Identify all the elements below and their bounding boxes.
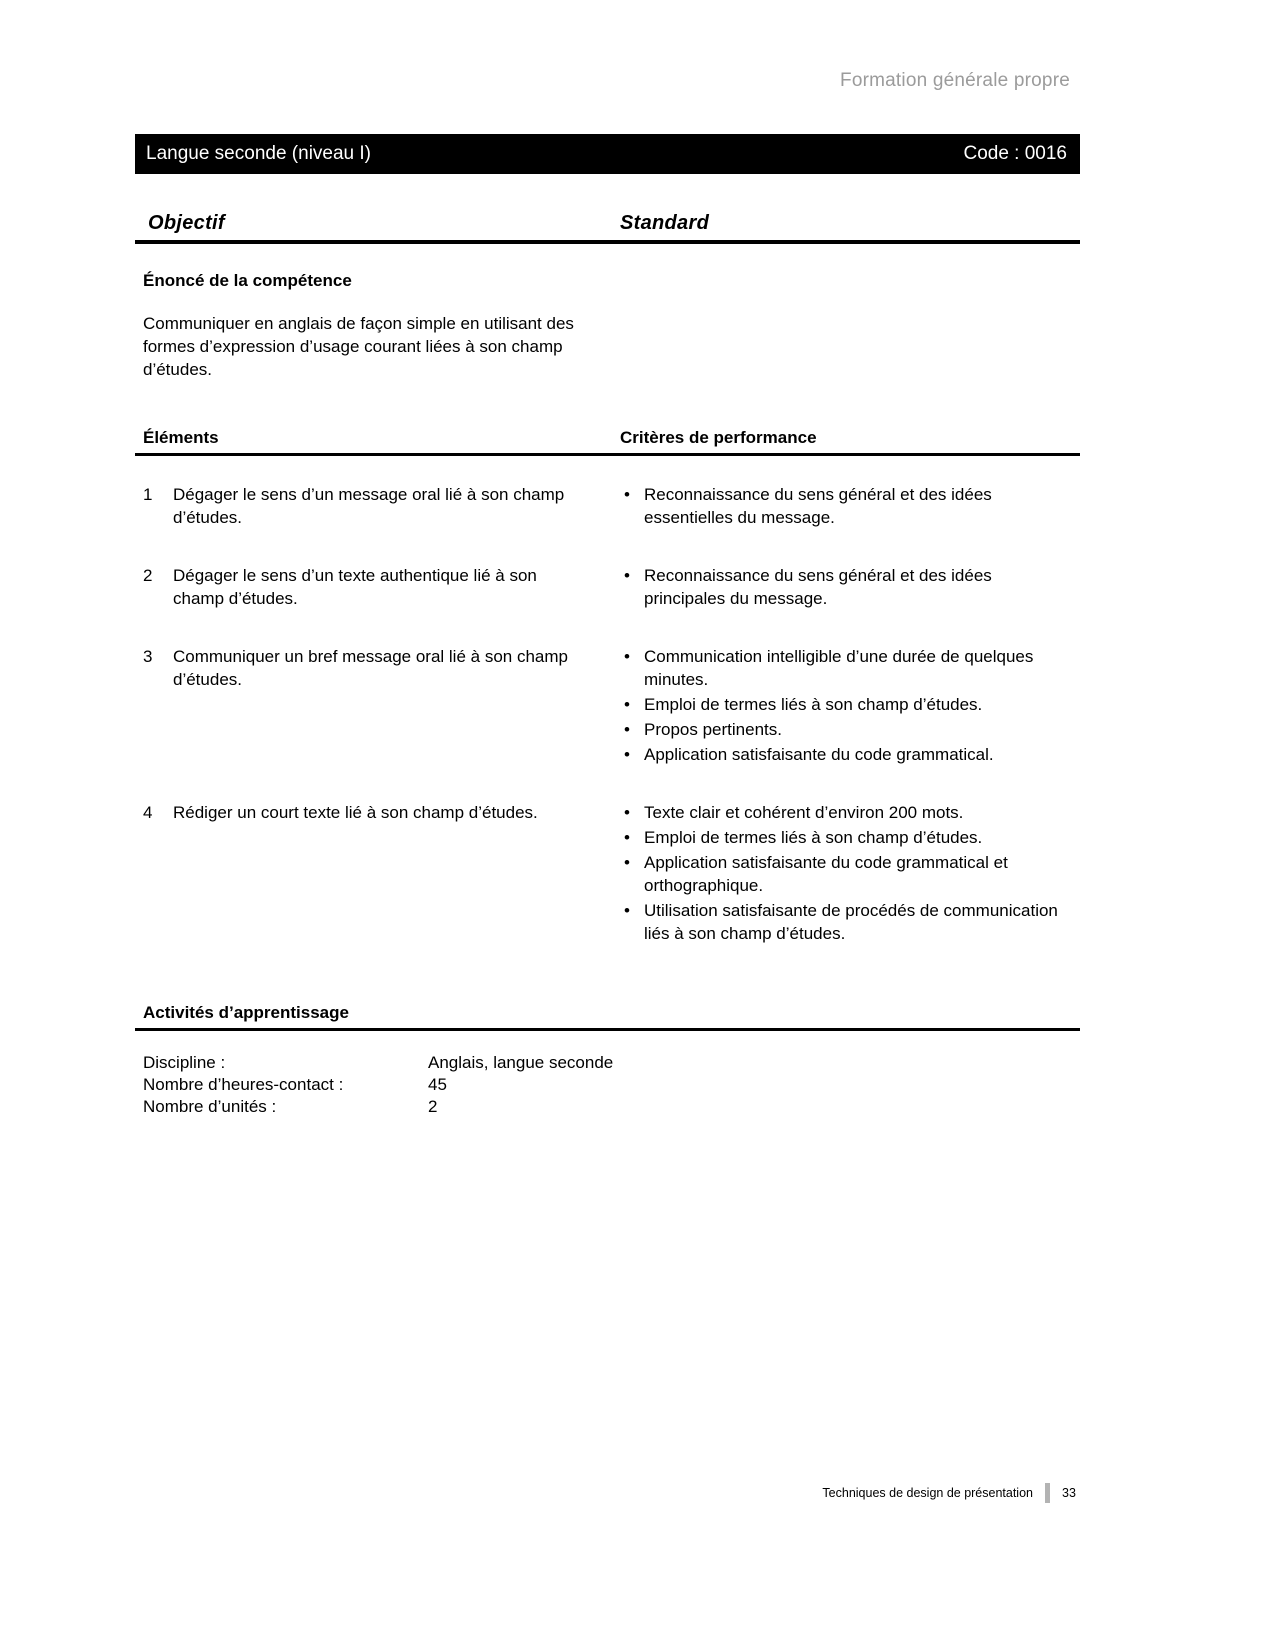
table-row (135, 483, 1080, 531)
course-title: Langue seconde (niveau I) (146, 143, 371, 164)
element-number: 1 (143, 485, 153, 504)
footer-separator (1045, 1483, 1050, 1503)
field-row (135, 1096, 1080, 1118)
table-header (135, 428, 1080, 448)
field-label: Nombre d’heures-contact : (143, 1075, 344, 1094)
element-text: Dégager le sens d’un message oral lié à son champ d’études. (173, 485, 565, 527)
criterion-item: • Reconnaissance du sens général et des idées essentielles du message. (620, 483, 1070, 529)
elements-header: Éléments (143, 428, 219, 447)
field-label: Nombre d’unités : (143, 1097, 277, 1116)
running-header: Formation générale propre (840, 70, 1070, 91)
element-number: 3 (143, 647, 153, 666)
document-page (135, 0, 1080, 1118)
competence-text: Communiquer en anglais de façon simple en utilisant des formes d’expression d’usage courant liées à son champ d’études. (143, 314, 574, 379)
page-number: 33 (1062, 1486, 1076, 1500)
criterion-item: • Emploi de termes liés à son champ d’études. (620, 826, 1070, 849)
objectif-heading: Objectif (148, 212, 225, 234)
criterion-item: • Propos pertinents. (620, 718, 1070, 741)
field-row (135, 1052, 1080, 1074)
competence-heading: Énoncé de la compétence (143, 271, 352, 290)
element-cell (135, 645, 613, 768)
column-headings (135, 212, 1080, 235)
elements-rows (135, 483, 1080, 947)
element-number: 4 (143, 803, 153, 822)
criteria-list (613, 801, 1080, 947)
criteria-list (613, 564, 1080, 612)
criterion-item: • Texte clair et cohérent d’environ 200 mots. (620, 801, 1070, 824)
criterion-item: • Utilisation satisfaisante de procédés de communication liés à son champ d’études. (620, 899, 1070, 945)
criteria-list (613, 645, 1080, 768)
criteria-header: Critères de performance (620, 428, 817, 447)
element-text: Dégager le sens d’un texte authentique lié à son champ d’études. (173, 566, 537, 608)
field-label: Discipline : (143, 1053, 226, 1072)
activities-fields (135, 1052, 1080, 1118)
table-row (135, 645, 1080, 768)
divider (135, 453, 1080, 456)
criterion-item: • Communication intelligible d’une durée de quelques minutes. (620, 645, 1070, 691)
element-cell (135, 801, 613, 947)
page-footer (135, 1483, 1080, 1503)
criterion-item: • Emploi de termes liés à son champ d’études. (620, 693, 1070, 716)
field-value: 45 (428, 1075, 447, 1094)
standard-heading: Standard (620, 212, 710, 234)
table-row (135, 801, 1080, 947)
element-cell (135, 564, 613, 612)
element-number: 2 (143, 566, 153, 585)
field-value: 2 (428, 1097, 438, 1116)
element-cell (135, 483, 613, 531)
element-text: Communiquer un bref message oral lié à son champ d’études. (173, 647, 568, 689)
divider (135, 1028, 1080, 1031)
criterion-item: • Reconnaissance du sens général et des idées principales du message. (620, 564, 1070, 610)
footer-text: Techniques de design de présentation (822, 1486, 1033, 1500)
element-text: Rédiger un court texte lié à son champ d’études. (173, 803, 538, 822)
divider (135, 240, 1080, 244)
criterion-item: • Application satisfaisante du code grammatical et orthographique. (620, 851, 1070, 897)
activities-heading: Activités d’apprentissage (143, 1003, 349, 1022)
field-row (135, 1074, 1080, 1096)
table-row (135, 564, 1080, 612)
course-title-bar (135, 134, 1080, 174)
course-code: Code : 0016 (963, 143, 1067, 164)
criterion-item: • Application satisfaisante du code grammatical. (620, 743, 1070, 766)
criteria-list (613, 483, 1080, 531)
field-value: Anglais, langue seconde (428, 1053, 614, 1072)
